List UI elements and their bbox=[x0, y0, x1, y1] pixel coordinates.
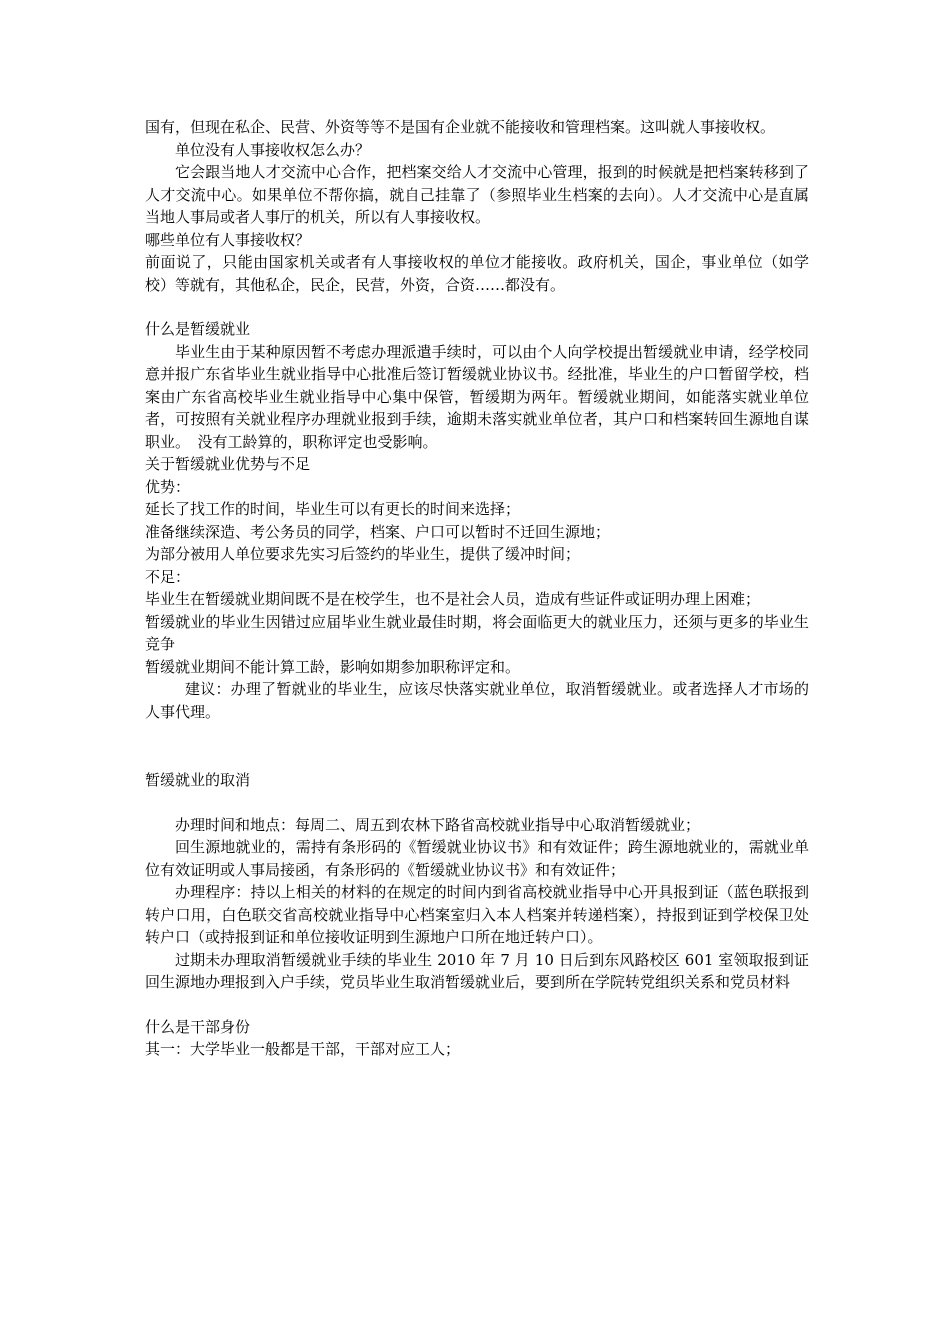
advantage-item-2: 准备继续深造、考公务员的同学，档案、户口可以暂时不迁回生源地； bbox=[145, 522, 611, 541]
paragraph-procedure: 办理程序：持以上相关的材料的在规定的时间内到省高校就业指导中心开具报到证（蓝色联报到转户口用，白色联交省高校就业指导中心档案室归入本人档案并转递档案），持报到证到学校保卫处转户口（或持报到证和单位接收证明到生源地户口所在地迁转户口）。 bbox=[145, 883, 809, 946]
spacer bbox=[145, 723, 809, 769]
disadvantage-item-3: 暂缓就业期间不能计算工龄，影响如期参加职称评定和。 bbox=[145, 657, 521, 676]
spacer bbox=[145, 994, 809, 1016]
heading-deferred-employment: 什么是暂缓就业 bbox=[145, 320, 251, 338]
heading-pros-cons: 关于暂缓就业优势与不足 bbox=[145, 455, 311, 473]
paragraph-state-owned: 国有，但现在私企、民营、外资等等不是国有企业就不能接收和管理档案。这叫就人事接收权。 bbox=[145, 118, 776, 136]
question-no-personnel-right: 单位没有人事接收权怎么办？ bbox=[175, 140, 371, 159]
question-which-units: 哪些单位有人事接收权？ bbox=[145, 230, 311, 249]
paragraph-which-units-answer: 前面说了，只能由国家机关或者有人事接收权的单位才能接收。政府机关，国企，事业单位（如学校）等就有，其他私企，民企，民营，外资，合资……都没有。 bbox=[145, 253, 809, 294]
advantage-item-3: 为部分被用人单位要求先实习后签约的毕业生，提供了缓冲时间； bbox=[145, 545, 581, 563]
document-body bbox=[145, 116, 809, 1061]
paragraph-suggestion: 建议：办理了暂就业的毕业生，应该尽快落实就业单位，取消暂缓就业。或者选择人才市场的人事代理。 bbox=[145, 680, 809, 721]
paragraph-deferred-definition: 毕业生由于某种原因暂不考虑办理派遣手续时，可以由个人向学校提出暂缓就业申请，经学校同意并报广东省毕业生就业指导中心批准后签订暂缓就业协议书。经批准，毕业生的户口暂留学校，档案由广东省高校毕业生就业指导中心集中保管，暂缓期为两年。暂缓就业期间，如能落实就业单位者，可按照有关就业程序办理就业报到手续，逾期未落实就业单位者，其户口和档案转回生源地自谋职业。 没有工龄算的，职称评定也受影响。 bbox=[145, 342, 809, 451]
label-disadvantages: 不足： bbox=[145, 567, 191, 586]
disadvantage-item-2: 暂缓就业的毕业生因错过应届毕业生就业最佳时期，将会面临更大的就业压力，还须与更多的毕业生竞争 bbox=[145, 612, 809, 653]
disadvantage-item-1: 毕业生在暂缓就业期间既不是在校学生，也不是社会人员，造成有些证件或证明办理上困难； bbox=[145, 590, 761, 608]
spacer bbox=[145, 296, 809, 318]
spacer bbox=[145, 792, 809, 814]
heading-cancel-deferred: 暂缓就业的取消 bbox=[145, 771, 251, 789]
advantage-item-1: 延长了找工作的时间，毕业生可以有更长的时间来选择； bbox=[145, 500, 521, 518]
paragraph-talent-center: 它会跟当地人才交流中心合作，把档案交给人才交流中心管理，报到的时候就是把档案转移到了人才交流中心。如果单位不帮你搞，就自己挂靠了（参照毕业生档案的去向）。人才交流中心是直属当地人事局或者人事厅的机关，所以有人事接收权。 bbox=[145, 163, 809, 226]
paragraph-required-documents: 回生源地就业的，需持有条形码的《暂缓就业协议书》和有效证件；跨生源地就业的，需就业单位有效证明或人事局接函，有条形码的《暂缓就业协议书》和有效证件； bbox=[145, 838, 809, 879]
heading-cadre-status: 什么是干部身份 bbox=[145, 1017, 251, 1036]
paragraph-time-place: 办理时间和地点：每周二、周五到农林下路省高校就业指导中心取消暂缓就业； bbox=[175, 815, 701, 834]
paragraph-cadre-first: 其一：大学毕业一般都是干部，干部对应工人； bbox=[145, 1040, 461, 1058]
paragraph-overdue: 过期未办理取消暂缓就业手续的毕业生 2010 年 7 月 10 日后到东风路校区 601 室领取报到证回生源地办理报到入户手续，党员毕业生取消暂缓就业后，要到所在学院转党组织关系和党员材料 bbox=[145, 950, 809, 991]
label-advantages: 优势： bbox=[145, 477, 191, 496]
